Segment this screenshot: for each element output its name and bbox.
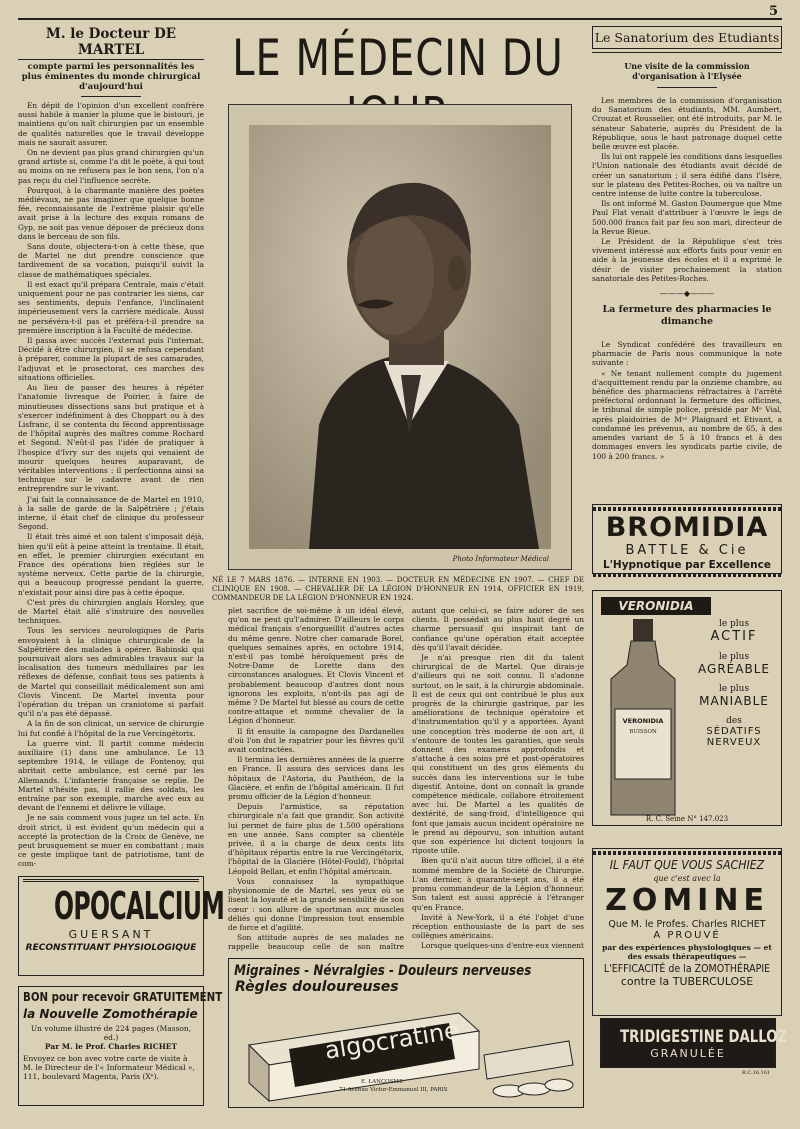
paragraph: On ne devient pas plus grand chirurgien qu'un grand artiste si, comme l'a dit le poète, à qui tout au moins on ne refusera pas le bon sens, l'on n'a pas reçu du ciel l'influence secrète. [18,148,204,185]
paragraph: Je ne sais comment vous jugez un tel acte. En droit strict, il est évident qu'un médecin qui a accepté la protection de la Croix de Genève, ne peut brusquement se muer en combattant ; mais ce geste implique tant de patriotisme, tant de com- [18,813,204,868]
algocratine-brand: algocratine [322,1016,461,1065]
paragraph: Il était très aimé et son talent s'imposait déjà, bien qu'il eût à peine atteint la trentaine. Il était, en effet, le premier chirurgien exécutant en France des opérations bien réglées sur le système nerveux. Cette partie de la chirurgie, qui a beaucoup progressé pendant la guerre, n'existait pour ainsi dire pas à cette époque. [18,532,204,597]
paragraph: autant que celui-ci, se faire adorer de ses clients. Il possédait au plus haut degré un charme persuasif qui inspirait tant de confiance qu'une opération était acceptée dès qu'il l'avait décidée. [412,606,584,652]
top-rule [18,18,782,20]
portrait-image [249,125,551,549]
paragraph: Il est exact qu'il prépara Centrale, mais c'était uniquement pour ne pas contrarier les siens, car ses sentiments, depuis l'enfance, l'inclinaient impérieusement vers la carrière médicale. Aussi ne persévéra-t-il pas et préféra-t-il prendre sa première inscription à la Faculté de médecine. [18,279,204,335]
tridigestine-tagline: GRANULÉE [650,1047,726,1060]
veronidia-claims [689,619,779,748]
zomine-line6: L'EFFICACITÉ de la ZOMOTHÉRAPIE [603,963,771,975]
right-body2 [592,340,782,461]
paragraph: Au lieu de passer des heures à répéter l'anatomie livresque de Poirier, à faire de minutieuses dissections sans but pratique et à s'exercer indéfiniment à des Choppart ou à des Lisfranc, il se contenta du fécond apprentissage de l'hôpital auprès des maîtres comme Rochard et Segond. N'eût-il pas l'idée de pratiquer à l'hospice d'Ivry sur des sujets qui venaient de mourir quelques heures auparavant, de véritables interventions : il perfectionna ainsi sa technique sur le cadavre avant de rien entreprendre sur le vivant. [18,383,204,494]
portrait-frame [228,104,572,570]
left-heading: M. le Docteur DE MARTEL [18,26,204,60]
tridigestine-brand: TRIDIGESTINE DALLOZ [620,1027,788,1047]
zomine-line2: que c'est avec la [653,874,721,883]
paragraph: Lorsque quelques-uns d'entre-eux viennent [421,941,584,951]
bon-line2: Par M. le Prof. Charles RICHET [44,1042,178,1051]
photo-credit: Photo Informateur Médical [452,555,549,563]
paragraph: Ils ont informé M. Gaston Doumergue que Mme Paul Flat venait d'attribuer à l'œuvre le legs de 500.000 francs fait par feu son mari, directeur de la Revue Bleue. [592,199,782,236]
bromidia-brand: BROMIDIA [605,512,769,543]
portrait-photo [249,125,551,549]
bon-coupon-ad [18,986,223,1106]
zomine-line3: Que M. le Profes. Charles RICHET [608,919,766,930]
claim-line: le plus [718,619,750,629]
paragraph: Bien qu'il n'ait aucun titre officiel, il a été nommé membre de la Société de Chirurgie. L'an dernier, à quarante-sept ans, il a été promu commandeur de la Légion d'honneur. Son talent est aussi apprécié à l'étranger qu'en France. [412,856,584,912]
left-subheading: compte parmi les personnalités les plus éminentes du monde chirurgical d'aujourd'hui [21,62,201,92]
zomine-line4: A PROUVÉ [653,930,721,941]
divider [592,52,782,53]
paragraph: Ils lui ont rappelé les conditions dans lesquelles l'Union nationale des étudiants avait décidé de créer un sanatorium ; il sera édifié dans l'Isère, sur le plateau des Petites-Roches, où va naître un centre intense de lutte contre la tuberculose. [592,152,782,199]
paragraph: Vous connaissez la sympathique physionomie de de Martel, ses yeux où se lisent la loyauté et la grande sensibilité de son cœur : son allure de sportman aux muscles déliés qui donne l'impression tout ensemble de force et d'agilité. [228,876,404,932]
claim-line: le plus [718,684,750,694]
paragraph: Il passa avec succès l'externat puis l'internat. Décidé à être chirurgien, il se refusa cependant à préparer, comme la plupart de ses camarades, l'adjuvat et le prosectorat, ces marches des situations officielles. [18,336,204,382]
bromidia-ad [592,504,782,574]
veronidia-bottle-maker: BUISSON [629,729,657,735]
divider [81,96,141,97]
zomine-line7: contre la TUBERCULOSE [620,975,754,988]
portrait-caption: NÉ LE 7 MARS 1876. — INTERNE EN 1903. — DOCTEUR EN MÉDECINE EN 1907. — CHEF DE CLINIQUE EN 1908. — CHEVALIER DE LA LÉGION D'HONNEUR EN 1914, OFFICIER EN 1919, COMMANDEUR DE LA LÉGION D'HONNEUR EN 1924. [212,576,584,602]
claim-line: des [726,716,742,726]
algocratine-maker: E. LANCOSME [361,1079,404,1085]
zomine-ad [592,848,782,1016]
paragraph: Le Syndicat confédéré des travailleurs en pharmacie de Paris nous communique la note suivante : [592,340,782,368]
zomine-line5: par des expériences physiologiques — et des essais thérapeutiques — [602,943,772,961]
right-body [592,96,782,283]
divider [593,507,781,511]
claim-line: NERVEUX [706,737,762,748]
left-body [18,101,204,868]
paragraph: Le Président de la République s'est très vivement intéressé aux efforts faits pour venir en aide à la jeunesse des écoles et il a exprimé le désir de visiter prochainement la station sanatoriale des Petites-Roches. [592,237,782,283]
claim-line: SÉDATIFS [706,726,762,737]
bon-title: BON pour recevoir GRATUITEMENT [23,989,223,1004]
zomine-brand: ZOMINE [605,883,769,918]
opocalcium-maker: GUERSANT [68,928,154,941]
veronidia-bottle-label: VERONIDIA [622,717,664,725]
divider [657,87,717,88]
paragraph: En dépit de l'opinion d'un excellent confrère aussi habile à manier la plume que le bistouri, je maintiens qu'on naît chirurgien par un ensemble de qualités naturelles que le travail développe mais ne saurait assurer. [18,101,204,147]
paragraph: Son attitude auprès de ses malades ne rappelle beaucoup celle de son maître [228,933,404,952]
right-articles [592,26,782,496]
zomine-line1: IL FAUT QUE VOUS SACHIEZ [609,857,765,872]
paragraph: Il termina les dernières années de la guerre en France. Il assura des services dans les hôpitaux de l'Astoria, du Panthéon, de la Glacière, et enfin de l'hôpital américain. Il fut promu officier de la Légion d'honneur. [228,755,404,802]
veronidia-brand: VERONIDIA [601,597,711,615]
right-heading-box [592,26,782,49]
paragraph: Je n'ai presque rien dit du talent chirurgical de de Martel. Que dirais-je d'ailleurs qui ne soit connu. Il s'adonne surtout, on le sait, à la chirurgie abdominale. Il est de ceux qui ont contribué le plus aux progrès de la chirurgie gastrique, par les améliorations de technique opératoire et d'instrumentation qu'il y a apportées. Ayant une conception très moderne de son art, il s'entoure de toutes les garanties, que seuls donnent des examens approfondis et s'attache à ces soins pré et post-opératoires qui constituent un des gros éléments du succès dans les interventions sur le tube digestif. Antoine, dont on connaît la grande compétence médicale, collabore étroitement avec lui. De Martel a les qualités de dextérité, de sang-froid, d'intelligence qui font que jamais aucun incident opératoire ne le prend au dépourvu, son intuition autant que son expérience lui dictent toujours la riposte utile. [412,653,584,856]
opocalcium-ad [18,876,225,976]
paragraph: A la fin de son clinicat, un service de chirurgie lui fut confié à l'hôpital de la rue Vercingétorix. [18,719,204,738]
center-body-col2 [412,606,584,952]
right-subheading: Une visite de la commission d'organisation à l'Elysée [624,61,750,81]
claim-line: MANIABLE [699,694,769,708]
bromidia-maker: BATTLE & Cie [625,543,749,558]
right-heading2: La fermeture des pharmacies le dimanche [602,304,772,328]
page-number: 5 [768,4,778,19]
veronidia-ad [592,590,782,826]
left-article [18,26,204,868]
paragraph: Invité à New-York, il a été l'objet d'une réception enthousiaste de la part de ses collègues américains. [412,912,584,941]
paragraph: C'est près du chirurgien anglais Horsley, que de Martel était allé s'instruire des nouvelles techniques. [18,597,204,626]
bon-subtitle: la Nouvelle Zomothérapie [23,1007,198,1021]
paragraph: plet sacrifice de soi-même à un idéal élevé, qu'on ne peut qu'l'admirer. D'ailleurs le corps médical français s'enorgueillit d'autres actes du même genre. Notre cher camarade Borel, quelques semaines après, en octobre 1914, n'est-il pas tombé héroïquement près de Notre-Dame de Lorette dans des circonstances analogues. Et Clovis Vincent et probablement beaucoup d'autres dont nous ignorons les exploits, n'ont-ils pas agi de même ? De Martel fut blessé au cours de cette contre-attaque et nommé chevalier de la Légion d'honneur. [228,606,404,726]
bromidia-tagline: L'Hypnotique par Excellence [603,559,771,571]
paragraph: Tous les services neurologiques de Paris envoyaient à la clinique chirurgicale de la Salpêtrière des malades à opérer. Babinski qui poursuivait alors ses admirables travaux sur la localisation des tumeurs médullaires par les réflexes de défense, confiait tous ses patients à de Martel qui conseillait médicalement son ami Clovis Vincent. De Martel inventa pour l'opération du trépan un craniotome si parfait qu'il n'a pas été dépassé. [18,626,204,719]
claim-line: le plus [718,652,750,662]
right-heading: Le Sanatorium des Etudiants [594,30,780,45]
paragraph: Les membres de la commission d'organisation du Sanatorium des étudiants, MM. Aumbert, Crouzat et Rousselier, ont été introduits, par M. le sénateur Sabaterie, auprès du Président de la République, sous le haut patronage duquel cette belle œuvre est placée. [592,96,782,152]
paragraph: J'ai fait la connaissance de de Martel en 1910, à la salle de garde de la Salpêtrière ; j'étais interne, il était chef de clinique du professeur Segond. [18,494,204,532]
divider [23,879,199,882]
divider [593,573,781,577]
paragraph: La guerre vint. Il partit comme médecin auxiliaire (1) dans une ambulance. Le 13 septembre 1914, le village de Fontenoy, qui abritait cette ambulance, est cerné par les Allemands. L'infanterie française se replie. De Martel n'hésite pas, il rallie des soldats, les entraîne par son exemple, marche avec eux au devant de l'ennemi et délivre le village. [18,738,204,813]
paragraph: Pourquoi, à la charmante manière des poètes médiévaux, ne pas imaginer que quelque bonne fée, reconnaissante de l'extrême plaisir qu'elle avait prise à la lecture des exquis romans de Gyp, ne soit pas venue déposer de précieux dons dans le berceau de son fils. [18,185,204,241]
opocalcium-tagline: RECONSTITUANT PHYSIOLOGIQUE [25,943,197,953]
algocratine-address: 71 Avenue Victor-Emmanuel III, PARIS [339,1087,448,1093]
main-title: LE MÉDECIN DU [232,30,564,88]
center-body-col1 [228,606,404,952]
algocratine-ad [228,958,584,1108]
tridigestine-footer: R.C.16.161 [742,1070,771,1076]
bon-line3: Envoyez ce bon avec votre carte de visite à M. le Directeur de l'« Informateur Médical », 111, boulevard Magenta, Paris (Xᵉ). [23,1054,195,1081]
divider [593,851,781,855]
bon-line1: Un volume illustré de 224 pages (Masson, éd.) [30,1024,192,1042]
claim-line: ACTIF [710,629,758,644]
opocalcium-brand: OPOCALCIUM [53,884,225,928]
veronidia-footer: R. C. Seine N° 147.023 [645,815,729,823]
ornament-divider: ———◆——— [659,289,715,299]
paragraph: Sans doute, objectera-t-on à cette thèse, que de Martel ne dut prendre conscience que tardivement de sa vocation, puisqu'il suivit la classe de mathématiques spéciales. [18,242,204,279]
paragraph: Depuis l'armistice, sa réputation chirurgicale n'a fait que grandir. Son activité lui permet de faire plus de 1.500 opérations en une année. Sans compter sa clientèle privée, il a la charge de deux cents lits d'hôpitaux répartis entre la rue Vercingétorix, l'hôpital de la Glacière (Hôtel-Fould), l'hôpital Léopold Bellan, et enfin l'hôpital américain. [228,802,404,876]
tridigestine-ad [600,1018,788,1068]
paragraph: « Ne tenant nullement compte du jugement d'acquittement rendu par la onzième chambre, au bénéfice des pharmaciens réfractaires à l'arrêté préfectoral ordonnant la fermeture des officines, le tribunal de simple police, présidé par Mᵉ Vial, après plaidoiries de Mᵉˢ Plaignard et Etivant, a condamné les prévenus, au nombre de 65, à des amendes variant de 5 à 10 francs et à des dommages envers les syndicats partie civile, de 100 à 200 francs. » [592,368,782,461]
algocratine-headline: Migraines - Névralgies - Douleurs nerveuses [234,963,532,979]
claim-line: AGRÉABLE [698,662,770,676]
algocratine-subheadline: Règles douloureuses [235,979,399,995]
paragraph: Il fit ensuite la campagne des Dardanelles d'où l'on dut le rapatrier pour les fièvres qu'il avait contractées. [228,726,404,755]
